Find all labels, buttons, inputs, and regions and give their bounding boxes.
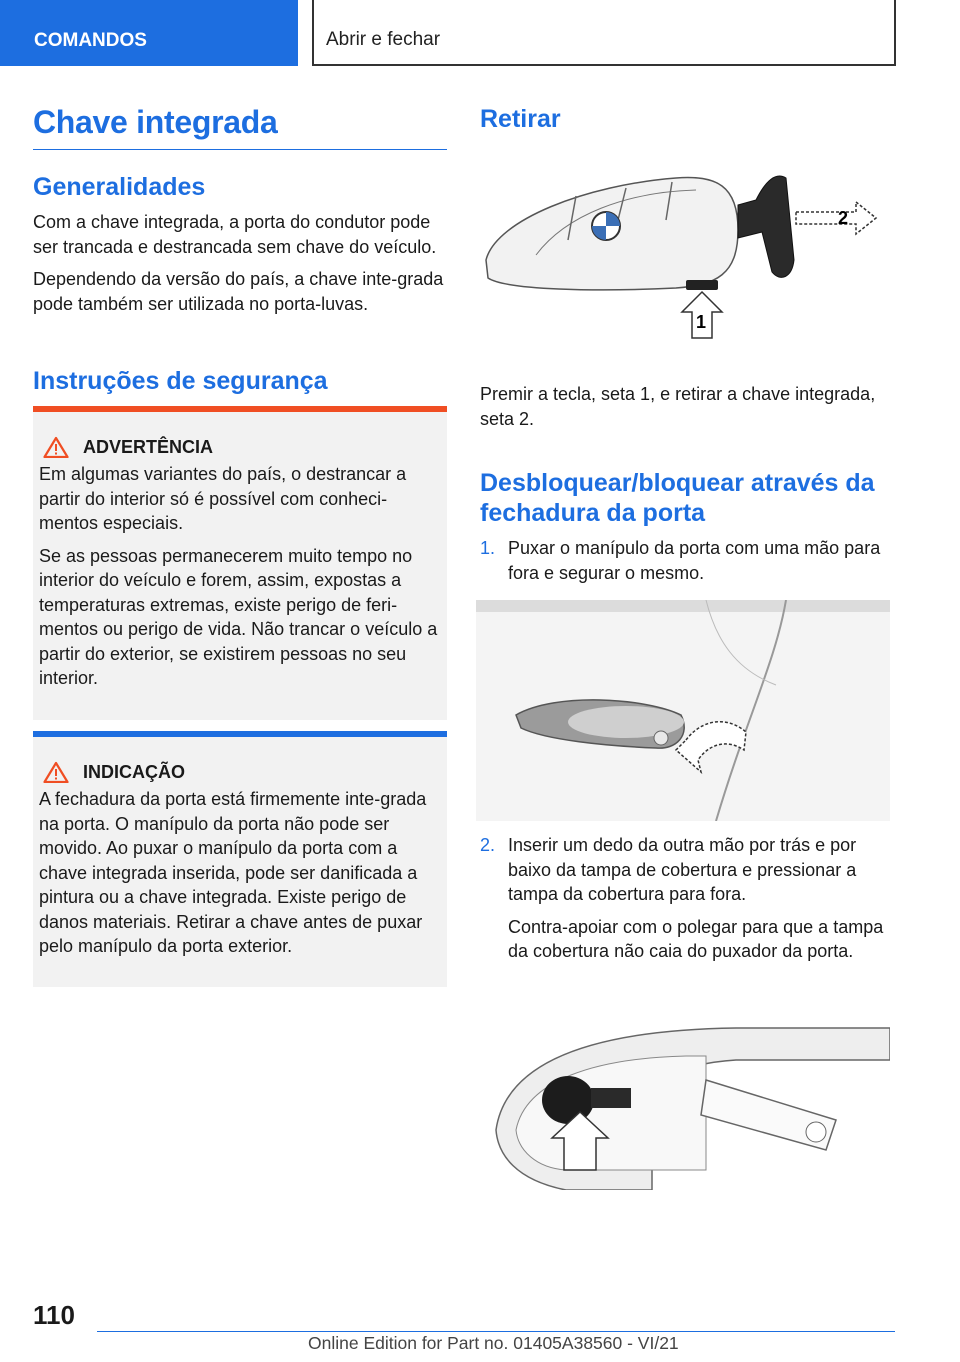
safety-heading: Instruções de segurança: [33, 367, 328, 395]
key-illustration: [476, 160, 896, 350]
step-1: [480, 536, 894, 585]
warning-title: [43, 436, 439, 458]
general-paragraph-1: Com a chave integrada, a porta do condutor pode ser trancada e destrancada sem chave do veículo.: [33, 212, 437, 257]
warning-paragraph-2: Se as pessoas permanecerem muito tempo no interior do veículo e forem, assim, expostas a temperaturas extremas, existe perigo de feri-mentos ou perigo de vida. Não trancar o veículo a partir do exterior, se existirem pessoas no seu interior.: [39, 545, 438, 688]
step-1-text: Puxar o manípulo da porta com uma mão para fora e segurar o mesmo.: [508, 538, 881, 583]
door-handle-figure: [476, 600, 890, 821]
key-figure: [476, 160, 896, 350]
edition-info: Online Edition for Part no. 01405A38560 - VI/21: [308, 1333, 679, 1353]
warning-paragraph-1: Em algumas variantes do país, o destrancar a partir do interior só é possível com conheci-mentos especiais.: [39, 464, 407, 533]
footer-rule: [97, 1331, 895, 1332]
general-paragraph-2: Dependendo da versão do país, a chave inte-grada pode também ser utilizada no porta-luvas.: [33, 269, 444, 314]
step-2-text: Inserir um dedo da outra mão por trás e por baixo da tampa de cobertura e pressionar a tampa da cobertura para fora.: [508, 835, 857, 904]
door-handle-illustration: [476, 600, 890, 821]
lock-heading: Desbloquear/bloquear através da fechadura da porta: [480, 469, 875, 527]
remove-heading: Retirar: [480, 105, 561, 133]
arrow-label-2: 2: [838, 208, 849, 228]
chapter-title: Abrir e fechar: [312, 0, 896, 66]
warning-box: [33, 406, 447, 720]
remove-instructions: Premir a tecla, seta 1, e retirar a chave integrada, seta 2.: [480, 384, 876, 429]
page-title: Chave integrada: [33, 104, 447, 150]
lock-cover-illustration: [476, 1020, 890, 1190]
step-2: [480, 833, 894, 964]
page-header: [0, 0, 960, 66]
general-heading: Generalidades: [33, 173, 206, 201]
note-box: [33, 731, 447, 987]
page-number: 110: [33, 1300, 75, 1330]
step-1-number: 1.: [480, 538, 496, 558]
caution-icon: [43, 761, 69, 783]
note-label: INDICAÇÃO: [83, 761, 185, 782]
warning-icon: [43, 436, 69, 458]
arrow-label-1: 1: [696, 312, 707, 332]
step-2-text-2: Contra-apoiar com o polegar para que a tampa da cobertura não caia do puxador da porta.: [508, 916, 884, 961]
note-title: [43, 761, 439, 783]
step-2-number: 2.: [480, 835, 496, 855]
note-paragraph: A fechadura da porta está firmemente inte-grada na porta. O manípulo da porta não pode ser movido. Ao puxar o manípulo da porta com a chave integrada inserida, pode ser danificada a pintura ou a chave integrada. Existe perigo de danos materiais. Retirar a chave antes de puxar pelo manípulo da porta exterior.: [39, 789, 427, 956]
section-tab: COMANDOS: [0, 0, 298, 66]
warning-label: ADVERTÊNCIA: [83, 436, 214, 457]
general-text: [33, 210, 447, 316]
lock-cover-figure: [476, 1020, 890, 1190]
